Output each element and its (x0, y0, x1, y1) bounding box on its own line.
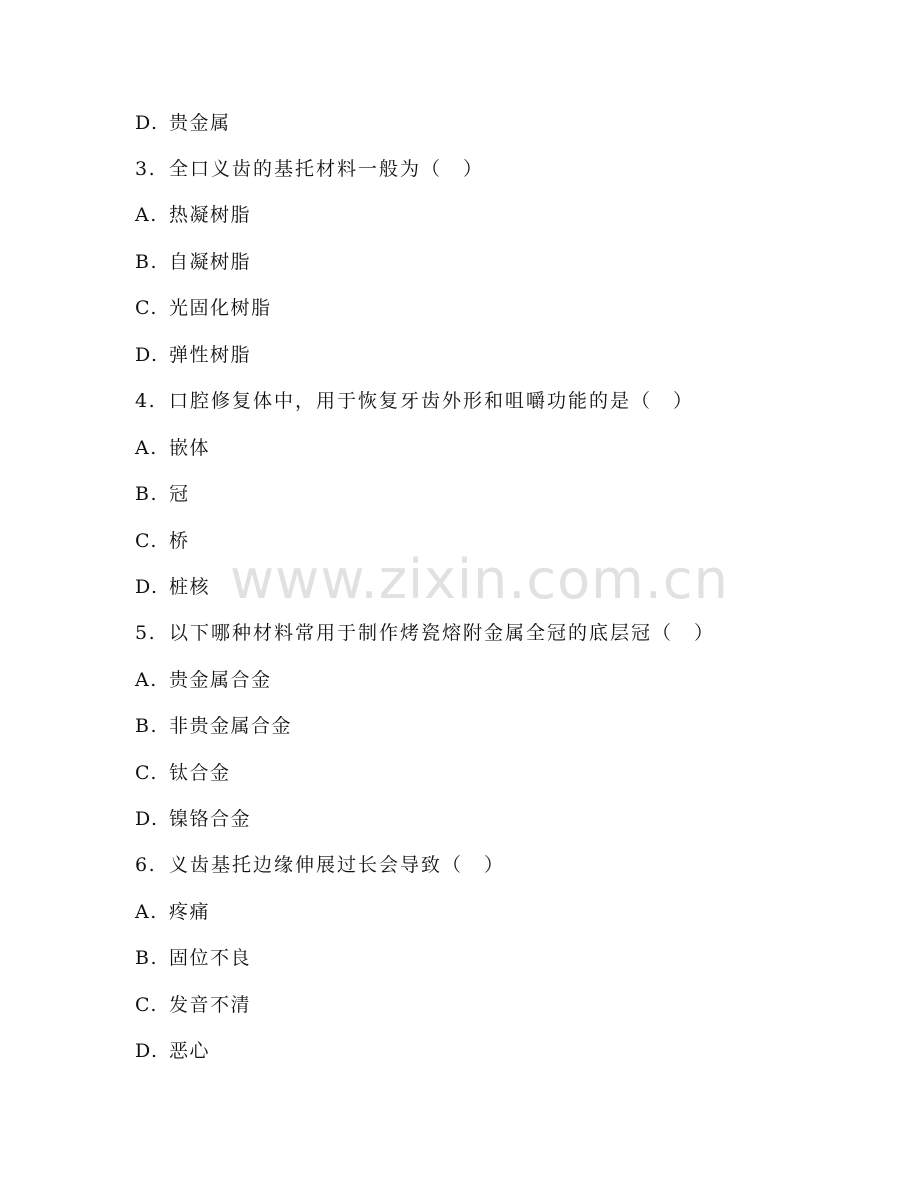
option-text: 光固化树脂 (169, 297, 272, 319)
option-text: 桥 (169, 530, 190, 552)
option-line (135, 805, 251, 833)
option-text: 非贵金属合金 (169, 715, 293, 737)
option-text: 镍铬合金 (169, 808, 252, 830)
option-text: 疼痛 (169, 901, 211, 923)
question-line (135, 155, 484, 183)
option-letter: B. (135, 947, 159, 969)
option-letter: C. (135, 297, 158, 319)
option-line (135, 201, 251, 229)
option-line (135, 898, 210, 926)
watermark: www.zixin.com.cn (230, 548, 729, 611)
question-text: 以下哪种材料常用于制作烤瓷熔附金属全冠的底层冠（ ） (169, 622, 716, 644)
option-line (135, 573, 210, 601)
option-text: 嵌体 (169, 437, 211, 459)
option-text: 贵金属 (169, 112, 231, 134)
option-letter: D. (135, 112, 159, 134)
option-letter: B. (135, 483, 159, 505)
option-letter: D. (135, 344, 159, 366)
question-number: 4. (135, 390, 157, 412)
option-line (135, 944, 251, 972)
option-letter: A. (135, 437, 158, 459)
question-line (135, 851, 505, 879)
option-text: 钛合金 (169, 762, 231, 784)
option-text: 桩核 (169, 576, 211, 598)
option-letter: D. (135, 576, 159, 598)
option-line (135, 294, 272, 322)
question-text: 口腔修复体中，用于恢复牙齿外形和咀嚼功能的是（ ） (169, 390, 695, 412)
option-text: 热凝树脂 (169, 204, 252, 226)
option-text: 发音不清 (169, 994, 252, 1016)
question-text: 义齿基托边缘伸展过长会导致（ ） (169, 854, 506, 876)
option-letter: C. (135, 530, 158, 552)
option-line (135, 434, 210, 462)
option-line (135, 1037, 210, 1065)
option-line (135, 341, 251, 369)
option-letter: A. (135, 669, 158, 691)
question-text: 全口义齿的基托材料一般为（ ） (169, 158, 485, 180)
option-text: 恶心 (169, 1040, 211, 1062)
question-number: 3. (135, 158, 157, 180)
option-line (135, 666, 272, 694)
option-letter: D. (135, 808, 159, 830)
option-text: 自凝树脂 (169, 251, 252, 273)
option-line (135, 759, 231, 787)
option-text: 固位不良 (169, 947, 252, 969)
option-letter: B. (135, 251, 159, 273)
question-number: 6. (135, 854, 157, 876)
question-line (135, 387, 694, 415)
option-line (135, 712, 292, 740)
option-line (135, 480, 190, 508)
option-text: 贵金属合金 (169, 669, 272, 691)
question-line (135, 619, 715, 647)
option-line (135, 248, 251, 276)
option-letter: A. (135, 204, 158, 226)
option-letter: D. (135, 1040, 159, 1062)
option-line (135, 527, 190, 555)
option-text: 弹性树脂 (169, 344, 252, 366)
option-letter: C. (135, 762, 158, 784)
option-text: 冠 (169, 483, 190, 505)
option-letter: B. (135, 715, 159, 737)
option-letter: C. (135, 994, 158, 1016)
option-line (135, 109, 231, 137)
option-line (135, 991, 251, 1019)
option-letter: A. (135, 901, 158, 923)
question-number: 5. (135, 622, 157, 644)
